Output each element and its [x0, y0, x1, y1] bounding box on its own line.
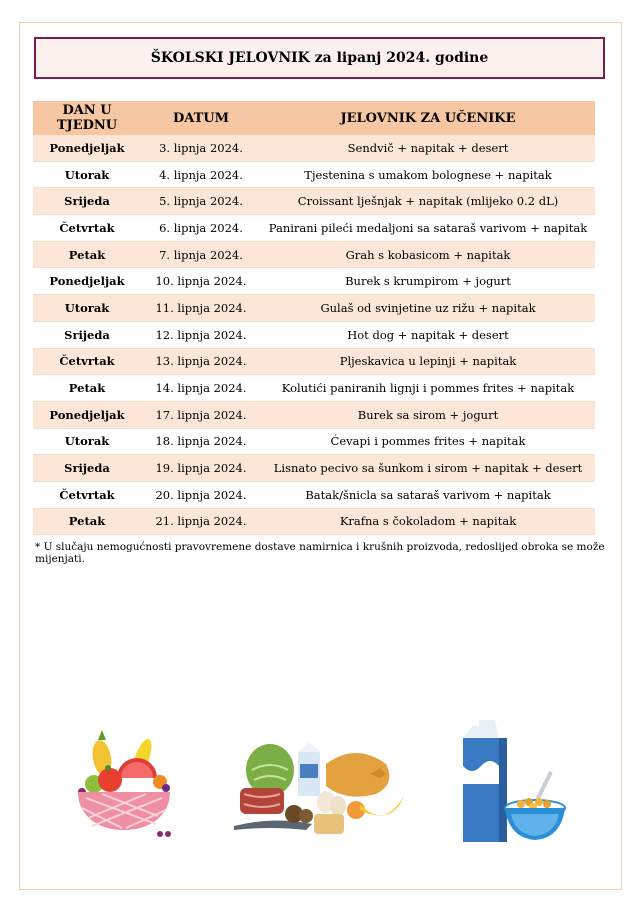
table-row: [33, 161, 595, 188]
menu-table: [33, 101, 595, 535]
menu-cell: Croissant lješnjak + napitak (mlijeko 0.2 dL): [261, 188, 595, 215]
date-cell: 21. lipnja 2024.: [141, 508, 261, 535]
header-day: DAN U TJEDNU: [33, 101, 141, 135]
menu-cell: Kolutići paniranih lignji i pommes frites + napitak: [261, 375, 595, 402]
day-cell: Petak: [33, 241, 141, 268]
date-cell: 17. lipnja 2024.: [141, 401, 261, 428]
menu-cell: Krafna s čokoladom + napitak: [261, 508, 595, 535]
date-cell: 10. lipnja 2024.: [141, 268, 261, 295]
table-row: [33, 455, 595, 482]
day-cell: Utorak: [33, 161, 141, 188]
footnote: * U slučaju nemogućnosti pravovremene dostave namirnica i krušnih proizvoda, redoslijed obroka se može mijenjati.: [35, 541, 605, 565]
table-row: [33, 401, 595, 428]
day-cell: Utorak: [33, 428, 141, 455]
day-cell: Ponedjeljak: [33, 401, 141, 428]
day-cell: Ponedjeljak: [33, 135, 141, 161]
groceries-icon: [230, 734, 410, 846]
table-row: [33, 188, 595, 215]
date-cell: 18. lipnja 2024.: [141, 428, 261, 455]
date-cell: 4. lipnja 2024.: [141, 161, 261, 188]
menu-cell: Panirani pileći medaljoni sa sataraš varivom + napitak: [261, 215, 595, 242]
menu-cell: Batak/šnicla sa sataraš varivom + napitak: [261, 481, 595, 508]
day-cell: Srijeda: [33, 455, 141, 482]
table-row: [33, 348, 595, 375]
fruit-bowl-icon: [72, 728, 177, 840]
menu-cell: Sendvič + napitak + desert: [261, 135, 595, 161]
table-row: [33, 375, 595, 402]
day-cell: Četvrtak: [33, 215, 141, 242]
day-cell: Ponedjeljak: [33, 268, 141, 295]
table-row: [33, 428, 595, 455]
menu-cell: Tjestenina s umakom bolognese + napitak: [261, 161, 595, 188]
menu-cell: Hot dog + napitak + desert: [261, 321, 595, 348]
menu-cell: Burek sa sirom + jogurt: [261, 401, 595, 428]
day-cell: Četvrtak: [33, 348, 141, 375]
table-row: [33, 215, 595, 242]
header-menu: JELOVNIK ZA UČENIKE: [261, 101, 595, 135]
date-cell: 5. lipnja 2024.: [141, 188, 261, 215]
date-cell: 7. lipnja 2024.: [141, 241, 261, 268]
header-date: DATUM: [141, 101, 261, 135]
table-header-row: [33, 101, 595, 135]
date-cell: 20. lipnja 2024.: [141, 481, 261, 508]
menu-cell: Gulaš od svinjetine uz rižu + napitak: [261, 295, 595, 322]
date-cell: 3. lipnja 2024.: [141, 135, 261, 161]
table-row: [33, 508, 595, 535]
day-cell: Utorak: [33, 295, 141, 322]
table-row: [33, 268, 595, 295]
day-cell: Četvrtak: [33, 481, 141, 508]
table-body: [33, 135, 595, 535]
page-title: ŠKOLSKI JELOVNIK za lipanj 2024. godine: [150, 50, 489, 66]
date-cell: 6. lipnja 2024.: [141, 215, 261, 242]
date-cell: 14. lipnja 2024.: [141, 375, 261, 402]
date-cell: 19. lipnja 2024.: [141, 455, 261, 482]
menu-cell: Lisnato pecivo sa šunkom i sirom + napitak + desert: [261, 455, 595, 482]
menu-cell: Pljeskavica u lepinji + napitak: [261, 348, 595, 375]
milk-cereal-icon: [455, 716, 570, 850]
table-row: [33, 321, 595, 348]
table-row: [33, 135, 595, 161]
table-row: [33, 481, 595, 508]
day-cell: Petak: [33, 508, 141, 535]
menu-cell: Burek s krumpirom + jogurt: [261, 268, 595, 295]
date-cell: 13. lipnja 2024.: [141, 348, 261, 375]
table-row: [33, 295, 595, 322]
day-cell: Petak: [33, 375, 141, 402]
date-cell: 12. lipnja 2024.: [141, 321, 261, 348]
menu-cell: Grah s kobasicom + napitak: [261, 241, 595, 268]
day-cell: Srijeda: [33, 188, 141, 215]
table-row: [33, 241, 595, 268]
title-box: [34, 37, 605, 79]
menu-cell: Ćevapi i pommes frites + napitak: [261, 428, 595, 455]
day-cell: Srijeda: [33, 321, 141, 348]
date-cell: 11. lipnja 2024.: [141, 295, 261, 322]
